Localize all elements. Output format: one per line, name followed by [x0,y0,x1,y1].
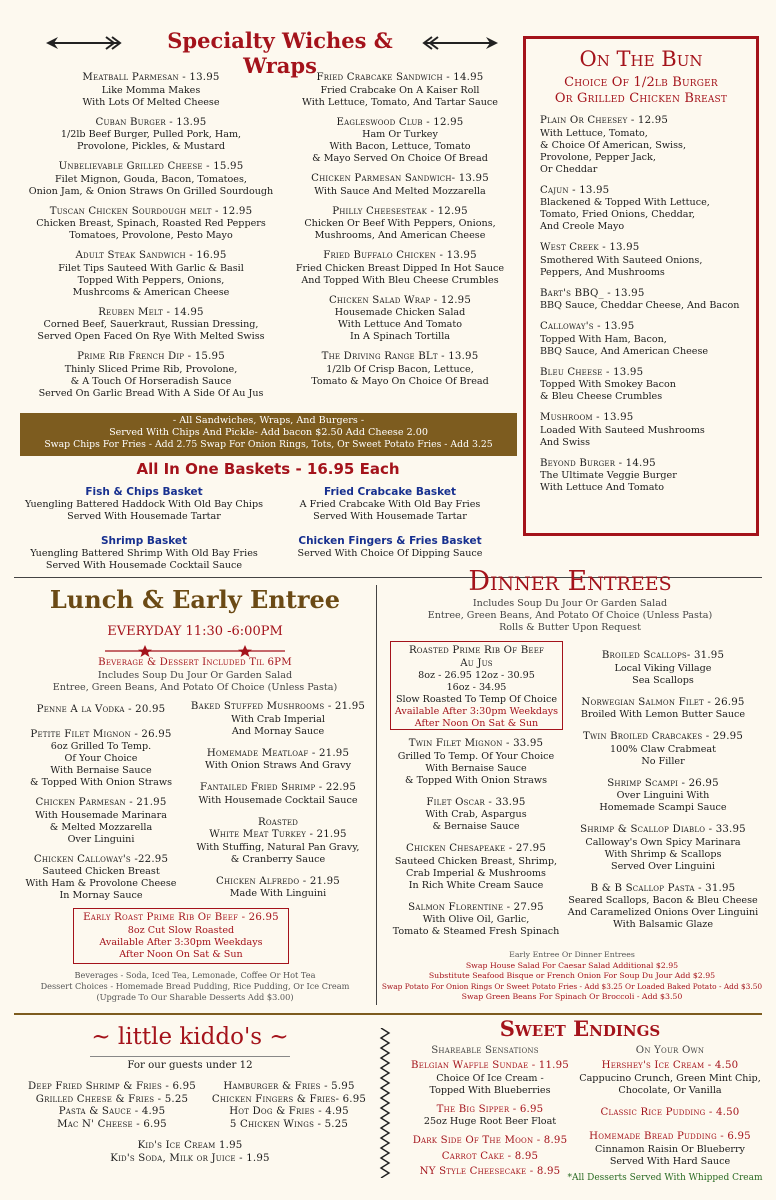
bun-subtitle: Or Grilled Chicken Breast [554,91,728,106]
sweet-title: Sweet Endings [499,1016,661,1041]
menu-item-desc: With Crab Imperial [231,713,325,725]
menu-item-name: Eagleswood Club - 12.95 [336,116,464,128]
footer-line: Swap House Salad For Caesar Salad Additional $2.95 [465,960,679,970]
menu-item-desc: In Mornay Sauce [59,890,143,901]
bun-item-name: Mushroom - 13.95 [540,412,634,423]
dinner-title: Dinner Entrees [468,566,672,597]
footer-line: Dessert Choices - Homemade Bread Pudding, Rice Pudding, Or Ice Cream [40,981,350,991]
menu-item-desc: Local Viking Village [614,662,712,674]
menu-item-name: Reuben Melt - 14.95 [98,306,204,318]
basket-name: Chicken Fingers & Fries Basket [298,535,482,547]
box-line: Au Jus [460,657,493,669]
menu-item-desc: Over Linguini With [616,790,710,801]
bun-item-desc: With Lettuce And Tomato [540,482,665,493]
lunch-hours: EVERYDAY 11:30 -6:00PM [107,624,283,639]
bun-item-desc: Loaded With Sauteed Mushrooms [540,424,705,436]
footer-line: (Upgrade To Our Sharable Desserts Add $3.00) [96,992,294,1002]
banner-line: Swap Chips For Fries - Add 2.75 Swap For Onion Rings, Tots, Or Sweet Potato Fries - Add 3.25 [44,439,493,450]
menu-item-desc: Sauteed Chicken Breast, Shrimp, [394,855,558,867]
menu-item-name: Broiled Scallops- 31.95 [601,650,725,661]
bun-item-desc: With Lettuce, Tomato, [540,127,648,139]
menu-item-name: Fried Crabcake Sandwich - 14.95 [316,72,484,83]
menu-item-desc: Chicken Or Beef With Peppers, Onions, [304,218,496,229]
menu-item-desc: Calloway's Own Spicy Marinara [585,836,741,848]
basket-desc: Served With Choice Of Dipping Sauce [297,548,483,559]
menu-item-desc: 1/2lb Of Crisp Bacon, Lettuce, [326,363,474,375]
bun-item-desc: Peppers, And Mushrooms [540,266,665,278]
menu-item-name: Chicken Parmesan Sandwich- 13.95 [311,173,489,184]
dessert-desc: Cinnamon Raisin Or Blueberry [595,1143,745,1155]
kiddo-bottom [30,1140,350,1165]
menu-item-desc: Ham Or Turkey [362,129,438,140]
menu-item-desc: Fried Chicken Breast Dipped In Hot Sauce [295,262,505,274]
kid-item: Mac N' Cheese - 6.95 [57,1118,167,1130]
box-line: Roasted Prime Rib Of Beef [408,645,545,656]
menu-item-desc: Crab Imperial & Mushrooms [406,867,546,879]
footer-line: Swap Potato For Onion Rings Or Sweet Potato Fries - Add $3.25 Or Loaded Baked Potato - Add $3.50 [381,981,763,991]
menu-item-desc: Provolone, Pickles, & Mustard [76,141,226,152]
bun-item-desc: BBQ Sauce, Cheddar Cheese, And Bacon [540,300,740,311]
lunch-includes [20,670,370,694]
menu-item-name: Chicken Parmesan - 21.95 [35,797,167,808]
bun-item-desc: & Choice Of American, Swiss, [540,139,686,151]
kid-item: Kid's Ice Cream 1.95 [137,1140,243,1151]
menu-item-desc: & A Touch Of Horseradish Sauce [70,375,232,387]
basket-desc: Yuengling Battered Shrimp With Old Bay Fries [30,548,258,559]
shareable-heading: Shareable Sensations [431,1045,539,1056]
dessert-desc: Chocolate, Or Vanilla [618,1084,722,1096]
banner-line: Served With Chips And Pickle- Add bacon $2.50 Add Cheese 2.00 [109,427,428,438]
bun-item-desc: Smothered With Sauteed Onions, [540,254,703,266]
menu-item-desc: With Olive Oil, Garlic, [422,914,530,925]
menu-item-name: Chicken Chesapeake - 27.95 [405,843,547,854]
kiddo-right-column [200,1081,378,1131]
includes-line: Includes Soup Du Jour Or Garden Salad [97,670,293,681]
menu-item-name: Salmon Florentine - 27.95 [408,901,544,913]
menu-item-desc: Filet Mignon, Gouda, Bacon, Tomatoes, [55,173,247,185]
dessert-name: Classic Rice Pudding - 4.50 [600,1106,740,1118]
basket-desc: Served With Housemade Cocktail Sauce [45,560,243,571]
sweet-right-column [572,1060,768,1168]
kid-item: Deep Fried Shrimp & Fries - 6.95 [28,1081,196,1092]
bun-item-name: Beyond Burger - 14.95 [540,457,656,469]
kiddo-left-column [14,1081,210,1131]
menu-item-name: Fantailed Fried Shrimp - 22.95 [199,782,357,793]
basket-item [14,486,274,523]
basket-name: Fish & Chips Basket [85,486,203,498]
lunch-footer [20,970,370,1003]
menu-item-desc: Served Open Faced On Rye With Melted Swiss [37,331,265,342]
menu-item-desc: Broiled With Lemon Butter Sauce [580,709,746,720]
menu-item-name: Chicken Calloway's -22.95 [33,853,169,865]
menu-item-desc: With Crab, Aspargus [425,809,527,820]
bun-item-desc: Tomato, Fried Onions, Cheddar, [540,209,696,220]
early-prime-rib-box [73,908,289,964]
vertical-divider [376,585,377,1005]
dessert-desc: Cappucino Crunch, Green Mint Chip, [579,1072,761,1084]
menu-item-desc: And Caramelized Onions Over Linguini [567,907,759,918]
specialty-title: Specialty Wiches & Wraps [167,28,393,78]
menu-item-desc: Housemade Chicken Salad [334,307,466,318]
menu-item-desc: No Filler [641,755,685,767]
lunch-title: Lunch & Early Entree [49,585,341,614]
menu-item-desc: Tomatoes, Provolone, Pesto Mayo [69,230,233,241]
menu-item-desc: With Bernaise Sauce [50,765,152,776]
menu-item-name: Petite Filet Mignon - 26.95 [30,728,172,740]
menu-item-desc: With Shrimp & Scallops [604,848,722,860]
bun-item-name: Bleu Cheese - 13.95 [540,366,644,378]
dinner-left-column [380,738,572,938]
menu-item-desc: 6oz Grilled To Temp. [50,741,152,752]
menu-item-desc: Topped With Peppers, Onions, [77,274,225,286]
bun-item-name: Plain Or Cheesey - 12.95 [540,115,669,126]
kid-item: Hamburger & Fries - 5.95 [223,1081,355,1092]
menu-item-desc: Seared Scallops, Bacon & Bleu Cheese [568,895,758,906]
menu-item-name: Prime Rib French Dip - 15.95 [77,351,225,362]
menu-item-name: Cuban Burger - 13.95 [95,116,207,128]
menu-item-desc: 1/2lb Beef Burger, Pulled Pork, Ham, [60,129,242,140]
menu-item-desc: & Mayo Served On Choice Of Bread [312,153,488,164]
menu-item-desc: Served Over Linguini [611,860,715,872]
box-line: 8oz - 26.95 12oz - 30.95 [418,670,535,681]
menu-item-name: Roasted [257,816,299,828]
basket-desc: Yuengling Battered Haddock With Old Bay Chips [24,499,264,510]
menu-item-desc: Onion Jam, & Onion Straws On Grilled Sourdough [28,185,274,197]
basket-item [270,486,510,523]
bun-item-desc: And Swiss [540,436,590,448]
menu-item-name: Baked Stuffed Mushrooms - 21.95 [190,701,366,712]
left-arrow-icon [44,35,124,51]
menu-item-desc: Of Your Choice [64,753,138,764]
baskets-title: All In One Baskets - 16.95 Each [136,460,400,478]
kid-item: Hot Dog & Fries - 4.95 [229,1106,349,1117]
menu-item-desc: Homemade Scampi Sauce [599,802,727,813]
menu-item-desc: & Topped With Onion Straws [405,774,547,786]
kid-item: Kid's Soda, Milk or Juice - 1.95 [110,1152,270,1164]
menu-item-desc: And Mornay Sauce [231,725,325,737]
menu-item-desc: And Topped With Bleu Cheese Crumbles [301,274,499,286]
menu-item-desc: With Sauce And Melted Mozzarella [314,185,486,197]
dessert-desc: Choice Of Ice Cream - [436,1072,544,1084]
right-arrow-icon [420,35,500,51]
menu-item-desc: & Topped With Onion Straws [30,777,172,788]
dessert-name: The Big Sipper - 6.95 [436,1103,544,1115]
dessert-name: Homemade Bread Pudding - 6.95 [589,1131,751,1142]
menu-item-desc: Tomato & Mayo On Choice Of Bread [311,375,489,387]
menu-item-name: Penne A la Vodka - 20.95 [36,704,166,715]
menu-item-desc: Mushrooms, And American Cheese [314,230,486,241]
menu-item-name: Adult Steak Sandwich - 16.95 [75,250,227,261]
menu-item-name: Chicken Salad Wrap - 12.95 [328,294,472,306]
includes-line: Rolls & Butter Upon Request [499,622,641,633]
sweet-left-column [390,1060,590,1179]
box-line: Slow Roasted To Temp Of Choice [395,694,558,705]
menu-item-desc: Mushrcoms & American Cheese [72,286,230,298]
bun-item-desc: Topped With Smokey Bacon [540,379,676,390]
basket-name: Shrimp Basket [100,535,188,547]
menu-item-desc: Over Linguini [67,833,135,845]
bottom-divider [14,1013,762,1015]
menu-item-name: Chicken Alfredo - 21.95 [215,875,340,887]
menu-item-desc: With Bacon, Lettuce, Tomato [329,141,471,152]
dinner-includes [380,598,760,634]
kid-item: Grilled Cheese & Fries - 5.25 [35,1093,189,1105]
menu-item-desc: In A Spinach Tortilla [349,331,451,342]
kiddo-title-underline [90,1056,290,1057]
bun-subtitle: Choice Of 1/2lb Burger [564,75,718,90]
bun-item-desc: Blackened & Topped With Lettuce, [540,197,710,208]
menu-item-desc: Chicken Breast, Spinach, Roasted Red Peppers [36,218,266,229]
basket-desc: A Fried Crabcake With Old Bay Fries [299,499,481,510]
menu-item-desc: Tomato & Steamed Fresh Spinach [392,926,560,937]
menu-item-desc: Thinly Sliced Prime Rib, Provolone, [64,363,238,375]
bun-item-desc: Or Cheddar [540,163,598,175]
bun-item-desc: The Ultimate Veggie Burger [540,470,677,481]
footer-line: Beverages - Soda, Iced Tea, Lemonade, Coffee Or Hot Tea [74,970,316,980]
bun-title: On The Bun [579,47,703,71]
specialty-left-column [20,72,282,400]
menu-item-desc: With Lettuce And Tomato [337,319,463,330]
menu-item-name: Philly Cheesesteak - 12.95 [332,205,468,217]
on-the-bun-box [523,36,759,536]
includes-line: Entree, Green Beans, And Potato Of Choice (Unless Pasta) [52,682,338,693]
lunch-right-column [180,701,376,900]
box-line: After Noon On Sat & Sun [414,718,539,729]
menu-item-desc: & Melted Mozzarella [49,821,153,833]
dessert-name: Belgian Waffle Sundae - 11.95 [411,1060,569,1071]
box-line: 16oz - 34.95 [446,682,507,693]
kiddo-title: ~ little kiddo's ~ [91,1024,289,1050]
banner-line: - All Sandwiches, Wraps, And Burgers - [172,415,365,426]
menu-item-desc: With Balsamic Glaze [612,919,714,930]
menu-item-name: Homemade Meatloaf - 21.95 [206,747,350,759]
box-line: 8oz Cut Slow Roasted [127,924,235,936]
dessert-name: NY Style Cheesecake - 8.95 [419,1166,561,1177]
box-line: After Noon On Sat & Sun [119,948,243,960]
basket-item [14,535,274,572]
menu-item-name: Unbelievable Grilled Cheese - 15.95 [58,161,244,172]
dessert-note: *All Desserts Served With Whipped Cream [567,1173,763,1183]
dessert-name: Dark Side Of The Moon - 8.95 [412,1135,568,1146]
menu-item-desc: With Onion Straws And Gravy [205,760,351,771]
kid-item: Pasta & Sauce - 4.95 [58,1106,166,1117]
menu-item-desc: With Bernaise Sauce [425,762,527,774]
menu-item-desc: Like Momma Makes [101,84,201,96]
bun-item-desc: And Creole Mayo [540,221,625,232]
menu-item-desc: With Lots Of Melted Cheese [82,96,220,108]
includes-line: Includes Soup Du Jour Or Garden Salad [472,598,668,609]
bun-item-desc: Provolone, Pepper Jack, [540,151,656,163]
menu-item-desc: Grilled To Temp. Of Your Choice [397,750,555,762]
star-divider [95,642,295,654]
menu-item-desc: With Lettuce, Tomato, And Tartar Sauce [302,96,498,108]
menu-item-desc: With Housemade Cocktail Sauce [198,794,358,806]
menu-item-desc: Filet Tips Sauteed With Garlic & Basil [58,262,244,274]
menu-item-name: Norwegian Salmon Filet - 26.95 [581,696,745,708]
bun-item-name: Calloway's - 13.95 [540,321,635,332]
menu-item-name: Tuscan Chicken Sourdough melt - 12.95 [49,205,253,217]
bun-item-name: West Creek - 13.95 [540,242,640,253]
menu-item-desc: In Rich White Cream Sauce [408,879,544,891]
menu-item-name: Twin Broiled Crabcakes - 29.95 [582,731,743,742]
dessert-desc: Topped With Blueberries [429,1084,551,1096]
dinner-right-column [564,650,762,931]
bun-item-name: Bart's BBQ_ - 13.95 [540,287,645,299]
menu-item-desc: Sea Scallops [632,674,694,686]
menu-item-name: Filet Oscar - 33.95 [426,796,526,808]
menu-item-desc: & Bernaise Sauce [432,821,520,832]
menu-item-name: Fried Buffalo Chicken - 13.95 [323,250,477,261]
includes-line: Entree, Green Beans, And Potato Of Choice (Unless Pasta) [427,610,713,621]
on-your-own-heading: On Your Own [635,1045,705,1056]
basket-name: Fried Crabcake Basket [323,486,457,498]
kid-item: 5 Chicken Wings - 5.25 [229,1118,349,1130]
box-line: Available After 3:30pm Weekdays [99,936,263,948]
dessert-name: Hershey's Ice Cream - 4.50 [601,1060,739,1071]
menu-item-desc: Corned Beef, Sauerkraut, Russian Dressing, [43,319,259,330]
kiddo-subtitle: For our guests under 12 [127,1060,253,1071]
lunch-left-column [18,704,184,902]
menu-item-name: White Meat Turkey - 21.95 [209,829,347,840]
menu-item-name: Meatball Parmesan - 13.95 [82,72,220,83]
box-line: Available After 3:30pm Weekdays [394,706,559,717]
dessert-desc: 25oz Huge Root Beer Float [423,1116,557,1127]
menu-item-desc: Served On Garlic Bread With A Side Of Au Jus [38,387,264,399]
bun-item-desc: BBQ Sauce, And American Cheese [540,345,709,357]
dessert-name: Carrot Cake - 8.95 [441,1150,539,1162]
basket-item [270,535,510,560]
menu-item-desc: Sauteed Chicken Breast [42,866,160,877]
kid-item: Chicken Fingers & Fries- 6.95 [211,1093,367,1105]
box-line: Early Roast Prime Rib Of Beef - 26.95 [83,912,279,923]
dinner-footer [380,950,764,1003]
footer-line: Swap Green Beans For Spinach Or Broccoli - Add $3.50 [461,992,683,1001]
menu-item-desc: Made With Linguini [229,888,327,899]
dessert-desc: Served With Hard Sauce [609,1155,731,1167]
menu-item-name: B & B Scallop Pasta - 31.95 [590,882,736,894]
bun-item-desc: & Bleu Cheese Crumbles [540,391,663,402]
basket-desc: Served With Housemade Tartar [313,511,467,522]
menu-item-desc: 100% Claw Crabmeat [609,743,716,755]
dinner-prime-rib-box [390,641,563,730]
menu-item-name: Shrimp & Scallop Diablo - 33.95 [580,824,746,835]
sandwich-sides-banner [20,413,517,456]
menu-item-desc: With Ham & Provolone Cheese [25,878,177,889]
footer-line: Substitute Seafood Bisque or French Onion For Soup Du Jour Add $2.95 [428,971,716,980]
bun-item-name: Cajun - 13.95 [540,184,610,196]
menu-item-desc: With Housemade Marinara [35,809,167,821]
bun-item-desc: Topped With Ham, Bacon, [540,333,667,345]
menu-item-desc: Fried Crabcake On A Kaiser Roll [320,84,480,96]
menu-item-name: Twin Filet Mignon - 33.95 [408,738,544,749]
lunch-note: Beverage & Dessert Included Til 6PM [98,657,292,668]
menu-item-desc: With Stuffing, Natural Pan Gravy, [196,841,360,853]
basket-desc: Served With Housemade Tartar [67,511,221,522]
specialty-right-column [284,72,516,388]
menu-item-name: The Driving Range BLt - 13.95 [321,351,479,362]
menu-item-desc: & Cranberry Sauce [230,853,326,865]
footer-line: Early Entree Or Dinner Entrees [509,950,635,959]
menu-item-name: Shrimp Scampi - 26.95 [607,777,719,789]
